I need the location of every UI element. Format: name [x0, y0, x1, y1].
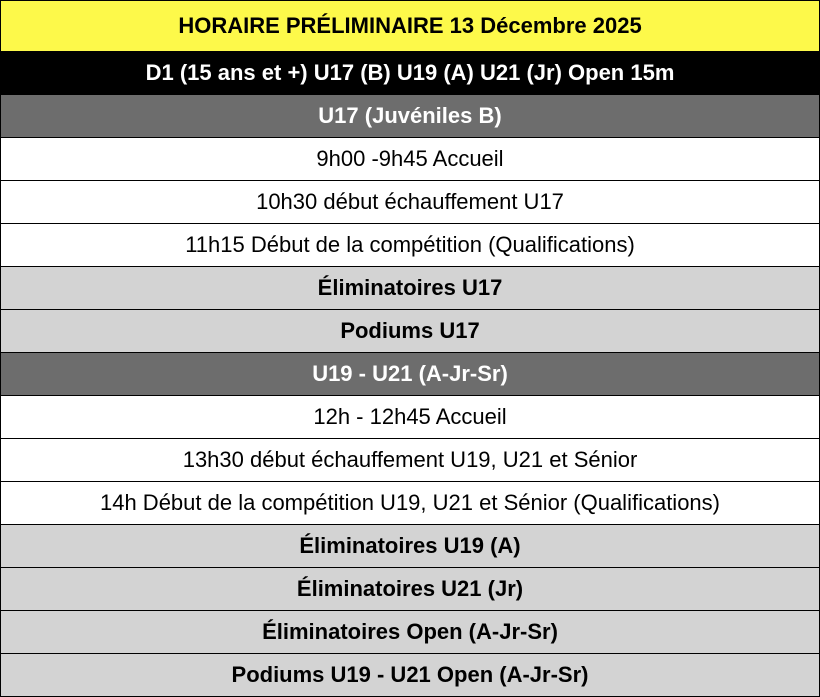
u17-echauffement: 10h30 début échauffement U17: [1, 181, 820, 224]
schedule-row: [1, 525, 820, 568]
u19-u21-echauffement: 13h30 début échauffement U19, U21 et Sénior: [1, 439, 820, 482]
schedule-row: [1, 224, 820, 267]
u17-competition-start: 11h15 Début de la compétition (Qualifications): [1, 224, 820, 267]
section-title-u19-u21: U19 - U21 (A-Jr-Sr): [1, 353, 820, 396]
schedule-row: [1, 654, 820, 697]
schedule-row: [1, 310, 820, 353]
schedule-row: [1, 482, 820, 525]
podiums-u19-u21-open: Podiums U19 - U21 Open (A-Jr-Sr): [1, 654, 820, 697]
schedule-row: [1, 396, 820, 439]
u17-accueil: 9h00 -9h45 Accueil: [1, 138, 820, 181]
u17-podiums: Podiums U17: [1, 310, 820, 353]
section-header-u17: [1, 95, 820, 138]
section-title-u17: U17 (Juvéniles B): [1, 95, 820, 138]
schedule-row: [1, 611, 820, 654]
schedule-row: [1, 267, 820, 310]
schedule-row: [1, 439, 820, 482]
schedule-row: [1, 181, 820, 224]
title-row: [1, 1, 820, 52]
eliminatoires-open: Éliminatoires Open (A-Jr-Sr): [1, 611, 820, 654]
u17-eliminatoires: Éliminatoires U17: [1, 267, 820, 310]
u19-u21-competition-start: 14h Début de la compétition U19, U21 et Sénior (Qualifications): [1, 482, 820, 525]
categories-row: [1, 52, 820, 95]
u19-u21-accueil: 12h - 12h45 Accueil: [1, 396, 820, 439]
schedule-title: HORAIRE PRÉLIMINAIRE 13 Décembre 2025: [1, 1, 820, 52]
categories-summary: D1 (15 ans et +) U17 (B) U19 (A) U21 (Jr) Open 15m: [1, 52, 820, 95]
eliminatoires-u21: Éliminatoires U21 (Jr): [1, 568, 820, 611]
section-header-u19-u21: [1, 353, 820, 396]
schedule-row: [1, 568, 820, 611]
eliminatoires-u19: Éliminatoires U19 (A): [1, 525, 820, 568]
schedule-row: [1, 138, 820, 181]
